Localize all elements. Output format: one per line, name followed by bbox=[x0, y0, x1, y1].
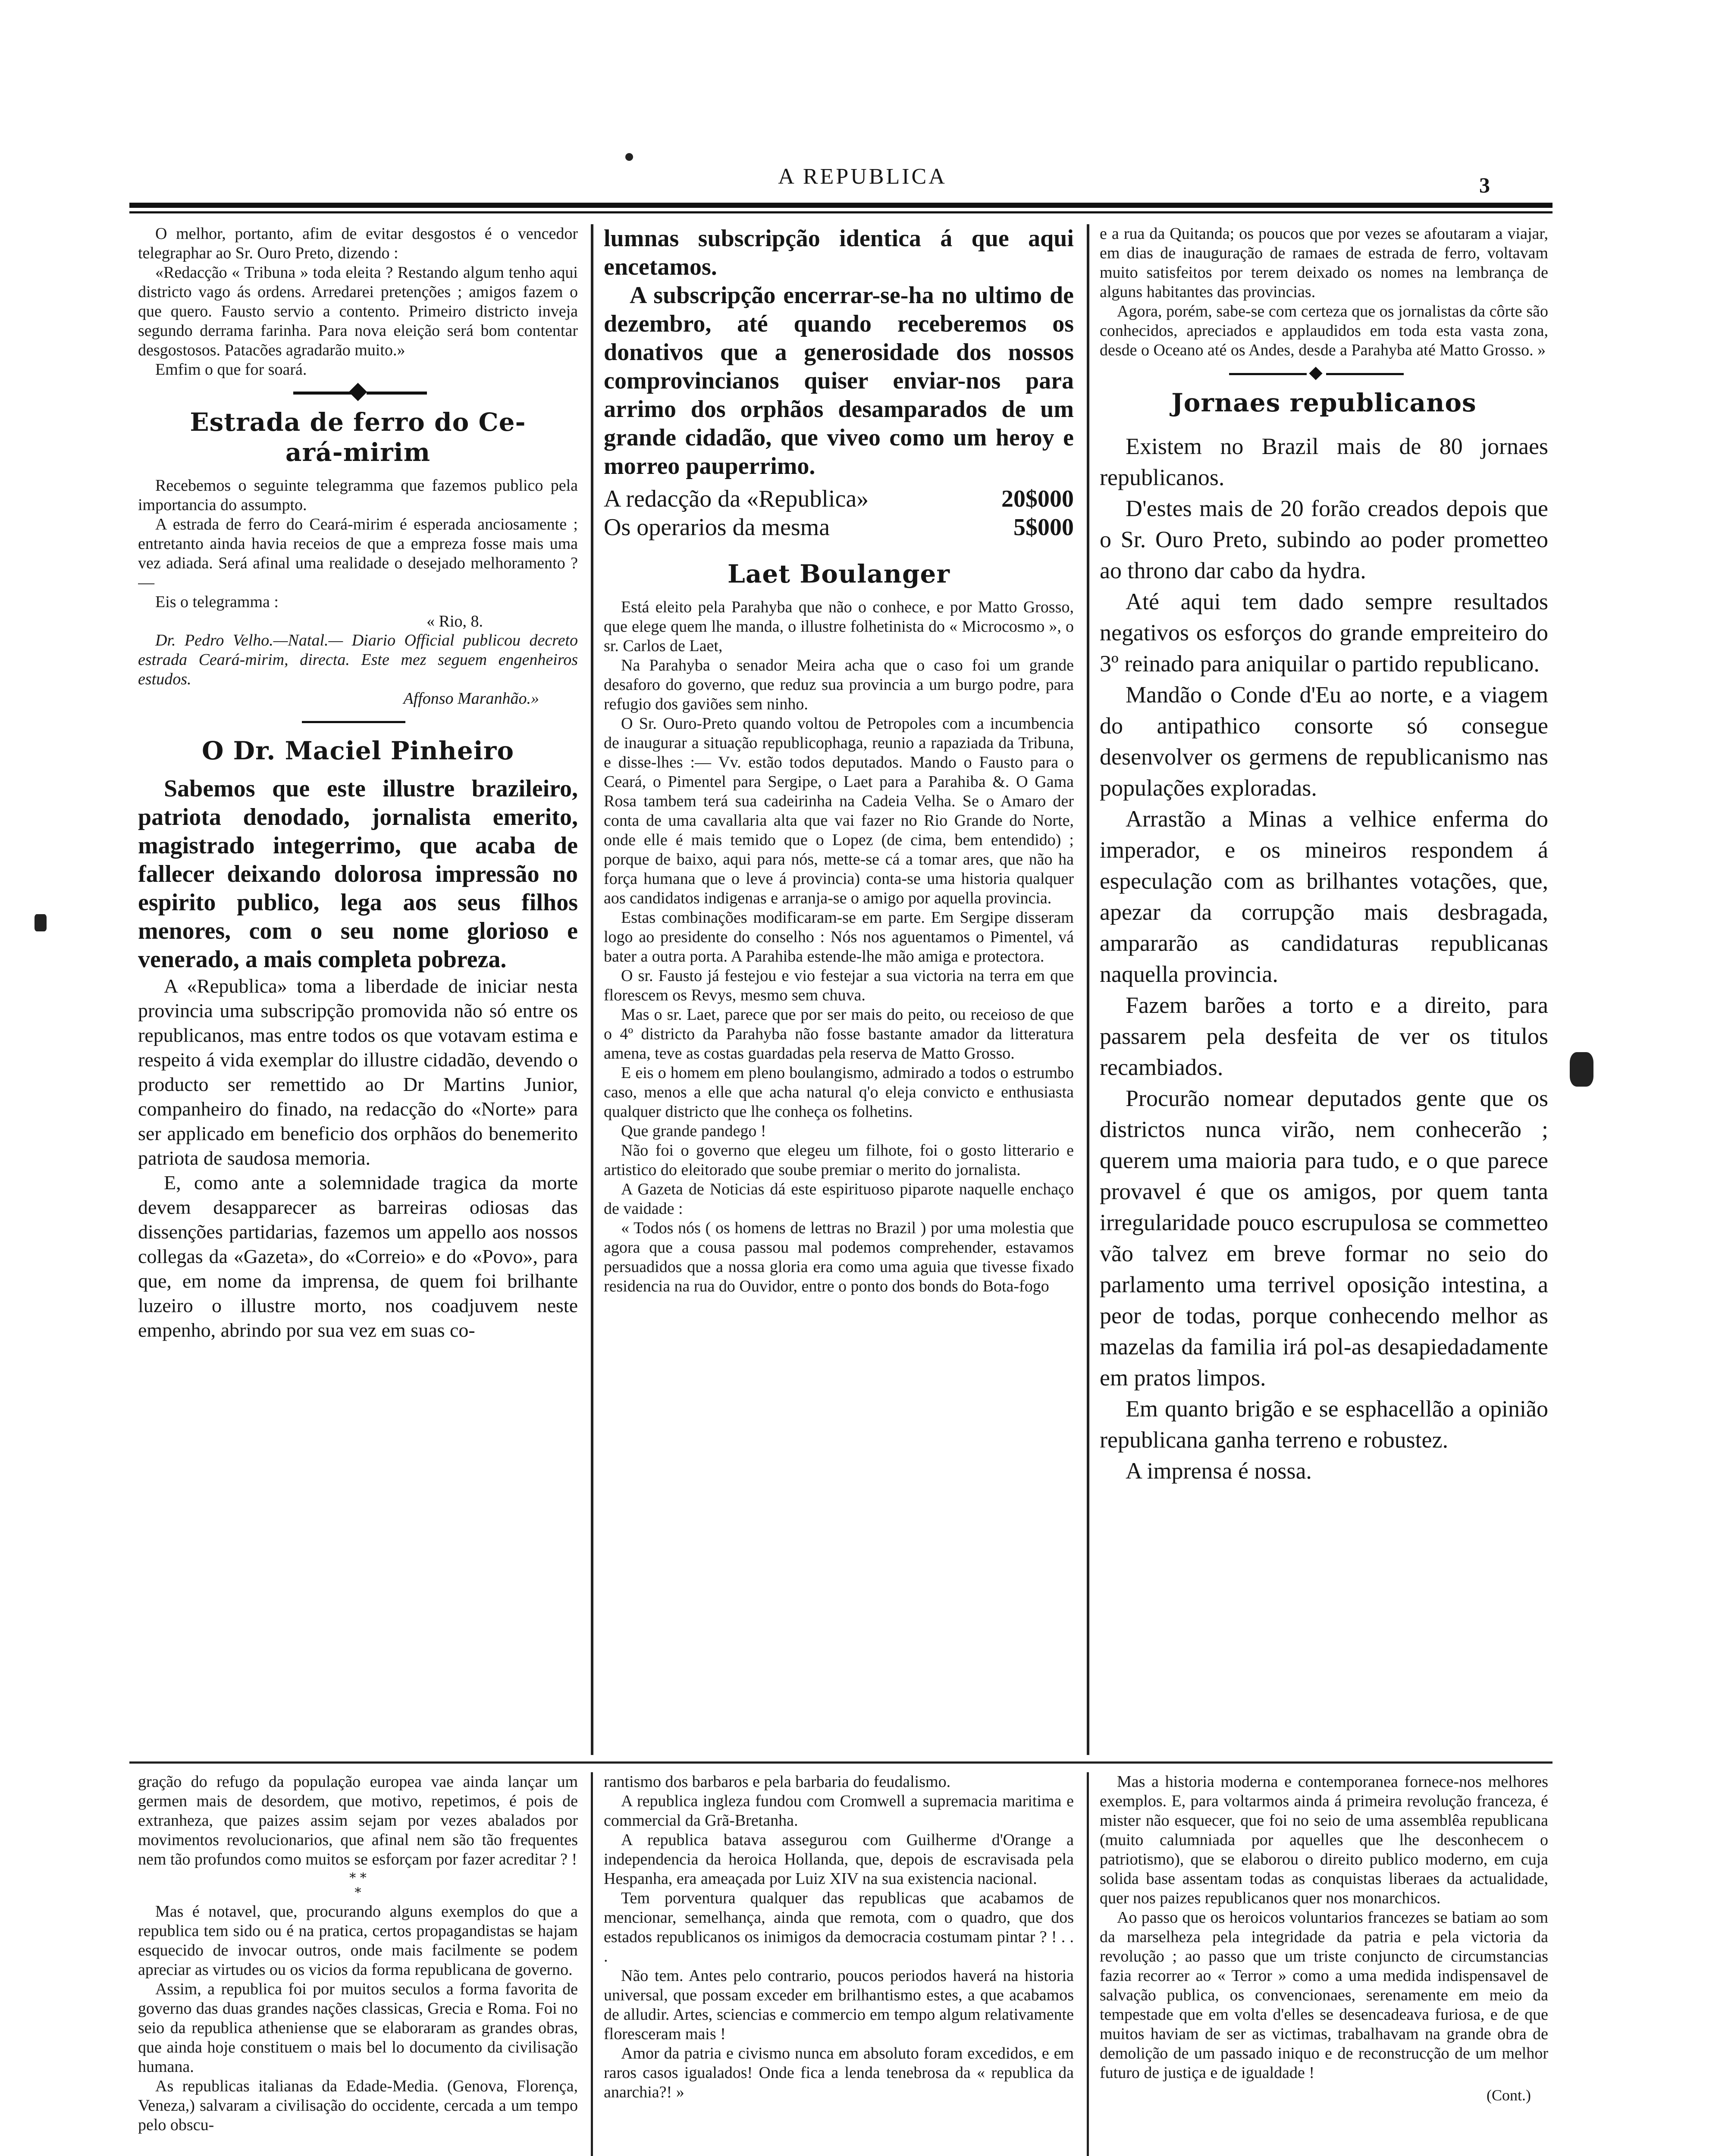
bottom-column-2 bbox=[604, 1772, 1074, 2156]
maciel-paragraph: E, como ante a solemnidade tragica da morte devem desapparecer as barreiras odiosas das dissenções partidarias, fazemos um appello aos nossos collegas da «Gazeta», do «Correio» e do «Povo», para que, em nome da imprensa, de quem foi brilhante luzeiro o illustre morto, nos coadjuvem neste empenho, abrindo por sua vez em suas co- bbox=[138, 1172, 578, 1341]
serial-paragraph: Ao passo que os heroicos voluntarios francezes se batiam ao som da marselheza pela integridade da patria e pela victoria da revolução ; ao passo que um triste conjuncto de circumstancias fazia recorrer ao « Terror » como a uma medida indispensavel de salvação publica, os convencionaes, serenamente em meio da tempestade que em volta d'elles se desencadeava furiosa, e de que muitos haviam de ser as victimas, trabalhavam na grande obra de demolição de um passado iniquo e de reconstrucção de um melhor futuro de justiça e de igualdade ! bbox=[1100, 1908, 1548, 2082]
serial-paragraph: Tem porventura qualquer das republicas que acabamos de mencionar, semelhança, ainda que remota, com o quadro, que dos estados republicanos os inimigos da democracia costumam pintar ? ! . . . bbox=[604, 1889, 1074, 1965]
donation-row bbox=[604, 485, 1074, 513]
serial-paragraph: Não tem. Antes pelo contrario, poucos periodos haverá na historia universal, que possam exceder em brilhantismo estes, a que acabamos de alludir. Artes, sciencias e commercio em tempo algum relativamente floresceram mais ! bbox=[604, 1967, 1074, 2043]
estrada-paragraph: Recebemos o seguinte telegramma que fazemos publico pela importancia do assumpto. bbox=[138, 476, 578, 514]
running-head-title: A REPUBLICA bbox=[778, 164, 947, 189]
telegram-text: Dr. Pedro Velho.—Natal.— Diario Official publicou decreto estrada Ceará-mirim, directa. Este mez seguem engenheiros estudos. bbox=[138, 631, 578, 688]
jornaes-paragraph: Mandão o Conde d'Eu ao norte, e a viagem do antipathico consorte só consegue desenvolver os germens de republicanismo nas populações exploradas. bbox=[1100, 682, 1548, 801]
header-rule-thin bbox=[129, 211, 1552, 213]
serial-paragraph: Amor da patria e civismo nunca em absoluto foram excedidos, e em raros casos igualados! Onde fica a lenda tenebrosa da « republica da anarchia?! » bbox=[604, 2044, 1074, 2101]
laet-paragraph: A Gazeta de Noticias dá este espirituoso piparote naquelle enchaço de vaidade : bbox=[604, 1180, 1074, 1218]
estrada-paragraph: Eis o telegramma : bbox=[155, 593, 279, 611]
continued-marker: (Cont.) bbox=[1487, 2087, 1531, 2104]
serial-paragraph: Mas é notavel, que, procurando alguns exemplos do que a republica tem sido ou é na pratica, certos propagandistas se hajam esquecido de invocar outros, onde mais facilmente se podem apreciar as virtudes ou os vicios da forma republicana de governo. bbox=[138, 1902, 578, 1979]
bottom-column-3 bbox=[1100, 1772, 1548, 2156]
section-ornament bbox=[138, 708, 578, 736]
column-3 bbox=[1100, 224, 1548, 1755]
section-rule bbox=[129, 1761, 1552, 1764]
estrada-headline-line1: Estrada de ferro do Ce- bbox=[190, 407, 526, 437]
laet-paragraph: Está eleito pela Parahyba que não o conhece, e por Matto Grosso, que elege quem lhe manda, o illustre folhetinista do « Microcosmo », o sr. Carlos de Laet, bbox=[604, 598, 1074, 655]
serial-paragraph: Mas a historia moderna e contemporanea fornece-nos melhores exemplos. E, para voltarmos ainda á primeira revolução franceza, é mister não esquecer, que foi no seio de uma assemblêa republicana (muito calumniada por aquelles que lhe desconhecem o patriotismo), que se elaborou o direito publico moderno, em cuja solida base assentam todas as conquistas liberaes da actualidade, quer nos paizes republicanos quer nos monarchicos. bbox=[1100, 1773, 1548, 1907]
column-2 bbox=[604, 224, 1074, 1755]
laet-paragraph: O sr. Fausto já festejou e vio festejar a sua victoria na terra em que florescem os Revys, mesmo sem chuva. bbox=[604, 967, 1074, 1004]
donation-amount: 5$000 bbox=[1013, 514, 1074, 541]
jornaes-paragraph: Em quanto brigão e se esphacellão a opinião republicana ganha terreno e robustez. bbox=[1100, 1396, 1548, 1453]
laet-paragraph: Na Parahyba o senador Meira acha que o caso foi um grande desaforo do governo, que reduz sua provincia a um burgo podre, para refugio dos gaviões sem ninho. bbox=[604, 656, 1074, 713]
laet-paragraph: Estas combinações modificaram-se em parte. Em Sergipe disseram logo ao presidente do conselho : Nós nos aguentamos o Pimentel, vá bater a outra porta. A Parahiba estende-lhe mão amiga e protectora. bbox=[604, 909, 1074, 965]
jornaes-headline: Jornaes republicanos bbox=[1171, 388, 1477, 417]
section-stars: * * * bbox=[349, 1871, 367, 1900]
serial-paragraph: gração do refugo da população europea vae ainda lançar um germen mais de desordem, que motivo, repetimos, é pois de extranheza, que paizes assim sejam por vezes abalados por movimentos revolucionarios, que afinal nem são tão frequentes nem tão profundos como muitos se esforçam por fazer acreditar ? ! bbox=[138, 1773, 578, 1868]
intro-paragraph: Emfim o que for soará. bbox=[155, 360, 307, 379]
serial-paragraph: Assim, a republica foi por muitos seculos a forma favorita de governo das duas grandes nações classicas, Grecia e Roma. Foi no seio da republica atheniense que se elaboraram as grandes obras, que ainda hoje constituem o mais bel lo documento da civilisação humana. bbox=[138, 1980, 578, 2076]
laet-paragraph: O Sr. Ouro-Preto quando voltou de Petropoles com a incumbencia de inaugurar a situação republicophaga, reunio a rapaziada da Tribuna, e disse-lhes :— Vv. estão todos deputados. Mando o Fausto para o Ceará, o Pimentel para Sergipe, o Laet para a Parahiba &. O Gama Rosa tambem terá sua cadeirinha na Cadeia Velha. Se o Amaro der conta de uma cavallaria alta que vai fazer no Rio Grande do Norte, onde elle é mais temido que o Lopez (de cima, bem entendido) ; porque de baixo, aqui para nós, mette-se cá a tomar ares, que não ha força humana que o leve á provincia) conta-se uma historia qualquer aos candidatos indigenas e arranja-se o amigo por aquella provincia. bbox=[604, 714, 1074, 907]
serial-paragraph: As republicas italianas da Edade-Media. (Genova, Florença, Veneza,) salvaram a civilisação do occidente, cercada a um tempo pelo obscu- bbox=[138, 2077, 578, 2134]
donation-label: Os operarios da mesma bbox=[604, 514, 830, 541]
maciel-paragraph: Sabemos que este illustre brazileiro, patriota denodado, jornalista emerito, magistrado integerrimo, que acaba de fallecer deixando dolorosa impressão no espirito publico, lega aos seus filhos menores, com o seu nome glorioso e venerado, a mais completa pobreza. bbox=[138, 775, 578, 973]
telegram-signature: Affonso Maranhão.» bbox=[403, 689, 539, 708]
column-rule bbox=[591, 224, 593, 1755]
laet-paragraph: Não foi o governo que elegeu um filhote, foi o gosto litterario e artistico do eleitorado que soube premiar o merito do jornalista. bbox=[604, 1141, 1074, 1179]
estrada-paragraph: A estrada de ferro do Ceará-mirim é esperada anciosamente ; entretanto ainda havia receios de que a empreza fosse mais uma vez adiada. Será afinal uma realidade o desejado melhoramento ? — bbox=[138, 515, 578, 592]
donation-label: A redacção da «Republica» bbox=[604, 486, 869, 512]
header-rule bbox=[129, 203, 1552, 208]
jornaes-paragraph: A imprensa é nossa. bbox=[1126, 1458, 1312, 1484]
column-1 bbox=[138, 224, 578, 1755]
page-number: 3 bbox=[1479, 173, 1490, 197]
donation-amount: 20$000 bbox=[1001, 486, 1074, 512]
laet-paragraph: « Todos nós ( os homens de lettras no Brazil ) por uma molestia que agora que a cousa passou mal podemos comprehender, estavamos persuadidos que a nossa gloria era como uma aguia que tivesse fixado residencia na rua do Ouvidor, entre o ponto dos bonds do Bota-fogo bbox=[604, 1219, 1074, 1295]
gazeta-continued-paragraph: Agora, porém, sabe-se com certeza que os jornalistas da côrte são conhecidos, apreciados e applaudidos em toda esta vasta zona, desde o Oceano até os Andes, desde a Parahyba até Matto Grosso. » bbox=[1100, 302, 1548, 359]
scan-speck bbox=[1570, 1052, 1593, 1087]
intro-paragraph: O melhor, portanto, afim de evitar desgostos é o vencedor telegraphar ao Sr. Ouro Preto, dizendo : bbox=[138, 225, 578, 262]
gazeta-continued-paragraph: e a rua da Quitanda; os poucos que por vezes se afoutaram a viajar, em dias de inauguração de ramaes de estrada de ferro, voltavam muito satisfeitos por terem deixado os nomes na lembrança de alguns habitantes das provincias. bbox=[1100, 225, 1548, 301]
bottom-column-1 bbox=[138, 1772, 578, 2156]
jornaes-paragraph: Existem no Brazil mais de 80 jornaes republicanos. bbox=[1100, 433, 1548, 490]
subscription-paragraph: lumnas subscripção identica á que aqui encetamos. bbox=[604, 225, 1074, 280]
jornaes-paragraph: Procurão nomear deputados gente que os districtos nunca virão, nem conhecerão ; querem uma maioria para tudo, e o que parece provavel é que os amigos, por quem tanta irregularidade pouco escrupulosa se commetteo vão talvez em breve formar no seio do parlamento uma terrivel oposição intestina, a peor de todas, porque conhecendo melhor as mazelas da familia irá pol-as desapiedadamente em pratos limpos. bbox=[1100, 1085, 1548, 1391]
section-ornament bbox=[1100, 360, 1548, 388]
donation-row bbox=[604, 513, 1074, 542]
maciel-paragraph: A «Republica» toma a liberdade de iniciar nesta provincia uma subscripção promovida não só entre os republicanos, mas entre todos os que votavam estima e respeito á vida exemplar do illustre cidadão, devendo o producto ser remettido ao Dr Martins Junior, companheiro do finado, na redacção do «Norte» para ser applicado em beneficio dos orphãos do benemerito patriota de saudosa memoria. bbox=[138, 975, 578, 1169]
maciel-headline: O Dr. Maciel Pinheiro bbox=[201, 736, 514, 765]
scan-speck bbox=[34, 914, 47, 931]
section-ornament bbox=[138, 379, 578, 407]
scan-speck bbox=[625, 153, 633, 161]
laet-headline: Laet Boulanger bbox=[728, 559, 950, 589]
serial-paragraph: A republica batava assegurou com Guilherme d'Orange a independencia da heroica Hollanda, que, depois de escravisada pela Hespanha, era ameaçada por Luiz XIV na sua existencia nacional. bbox=[604, 1831, 1074, 1888]
laet-paragraph: E eis o homem em pleno boulangismo, admirado a todos o estrumbo caso, menos a elle que acha natural q'o eleja convicto e enthusiasta qualquer districto que lhe conheça os folhetins. bbox=[604, 1064, 1074, 1121]
column-rule bbox=[591, 1772, 593, 2156]
column-rule bbox=[1087, 224, 1089, 1755]
intro-paragraph: «Redacção « Tribuna » toda eleita ? Restando algum tenho aqui districto vago ás ordens. Arredarei pretenções ; amigos fazem o que quero. Fausto servio a contento. Primeiro districto inveja segundo derrama farinha. Para nova eleição será bom contentar desgostosos. Patacões agradarão muito.» bbox=[138, 263, 578, 359]
serial-paragraph: A republica ingleza fundou com Cromwell a supremacia maritima e commercial da Grã-Bretanha. bbox=[604, 1792, 1074, 1830]
laet-paragraph: Mas o sr. Laet, parece que por ser mais do peito, ou receioso de que o 4º districto da Parahyba não fosse bastante amador da litteratura amena, teve as costas guardadas pela reserva de Matto Grosso. bbox=[604, 1006, 1074, 1062]
serial-paragraph: rantismo dos barbaros e pela barbaria do feudalismo. bbox=[604, 1773, 951, 1791]
jornaes-paragraph: Arrastão a Minas a velhice enferma do imperador, e os mineiros respondem á especulação com as brilhantes votações, que, apezar da corrupção mais desbragada, ampararão as candidaturas republicanas naquella provincia. bbox=[1100, 806, 1548, 987]
telegram-dateline: « Rio, 8. bbox=[427, 612, 483, 630]
column-rule bbox=[1087, 1772, 1089, 2156]
estrada-headline-line2: ará-mirim bbox=[285, 438, 431, 467]
laet-paragraph: Que grande pandego ! bbox=[621, 1122, 766, 1140]
jornaes-paragraph: Até aqui tem dado sempre resultados negativos os esforços do grande empreiteiro do 3º reinado para aniquilar o partido republicano. bbox=[1100, 589, 1548, 677]
jornaes-paragraph: Fazem barões a torto e a direito, para passarem pela desfeita de ver os titulos recambiados. bbox=[1100, 992, 1548, 1080]
jornaes-paragraph: D'estes mais de 20 forão creados depois que o Sr. Ouro Preto, subindo ao poder prometteo ao throno dar cabo da hydra. bbox=[1100, 495, 1548, 583]
subscription-paragraph: A subscripção encerrar-se-ha no ultimo de dezembro, até quando receberemos os donativos que a generosidade dos nossos comprovincianos quiser enviar-nos para arrimo dos orphãos desamparados de um grande cidadão, que viveo como um heroy e morreo pauperrimo. bbox=[604, 282, 1074, 479]
